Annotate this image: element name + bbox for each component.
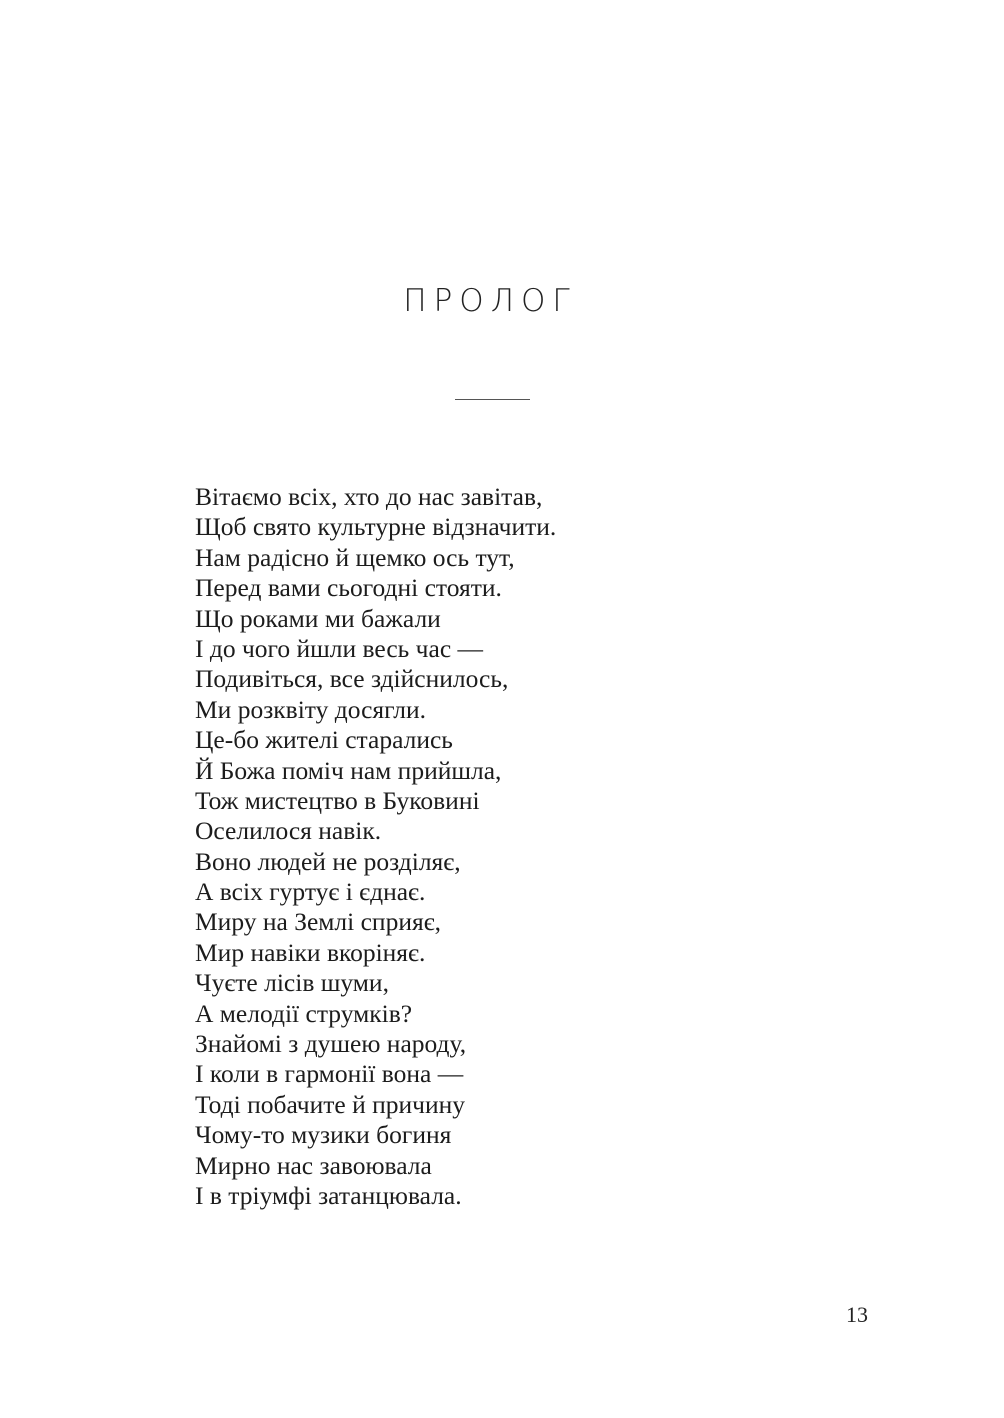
poem-line: І до чого йшли весь час — [195, 633, 484, 663]
poem-line: Мир навіки вкоріняє. [195, 937, 426, 967]
poem-line: І в тріумфі затанцювала. [195, 1180, 462, 1210]
poem-line: Чуєте лісів шуми, [195, 968, 389, 998]
poem-line: І коли в гармонії вона — [195, 1059, 464, 1089]
poem-line: Тож мистецтво в Буковині [195, 785, 480, 815]
poem-line: Нам радісно й щемко ось тут, [195, 542, 515, 572]
poem-line: Ми розквіту досягли. [195, 694, 427, 724]
poem-line: Подивіться, все здійснилось, [195, 664, 509, 694]
poem-line: Тоді побачите й причину [195, 1089, 466, 1119]
chapter-title: ПРОЛОГ [403, 283, 577, 319]
poem-line: Це-бо жителі старались [195, 725, 453, 755]
poem-line: Щоб свято культурне відзначити. [195, 512, 557, 542]
poem-line: Чому-то музики богиня [195, 1120, 452, 1150]
poem-line: Мирно нас завоювала [195, 1150, 432, 1180]
title-divider [455, 399, 530, 400]
poem-line: А всіх гуртує і єднає. [195, 877, 426, 907]
poem-line: Оселилося навік. [195, 816, 382, 846]
poem-line: Й Божа поміч нам прийшла, [195, 755, 502, 785]
poem-line: Воно людей не розділяє, [195, 846, 461, 876]
poem-text [195, 482, 835, 1211]
poem-line: Миру на Землі сприяє, [195, 907, 442, 937]
poem-line: Що роками ми бажали [195, 603, 441, 633]
poem-line: Вітаємо всіх, хто до нас завітав, [195, 482, 543, 511]
poem-line: Знайомі з душею народу, [195, 1029, 467, 1059]
poem-line: Перед вами сьогодні стояти. [195, 573, 502, 603]
page-number: 13 [846, 1302, 868, 1327]
poem-line: А мелодії струмків? [195, 998, 413, 1028]
